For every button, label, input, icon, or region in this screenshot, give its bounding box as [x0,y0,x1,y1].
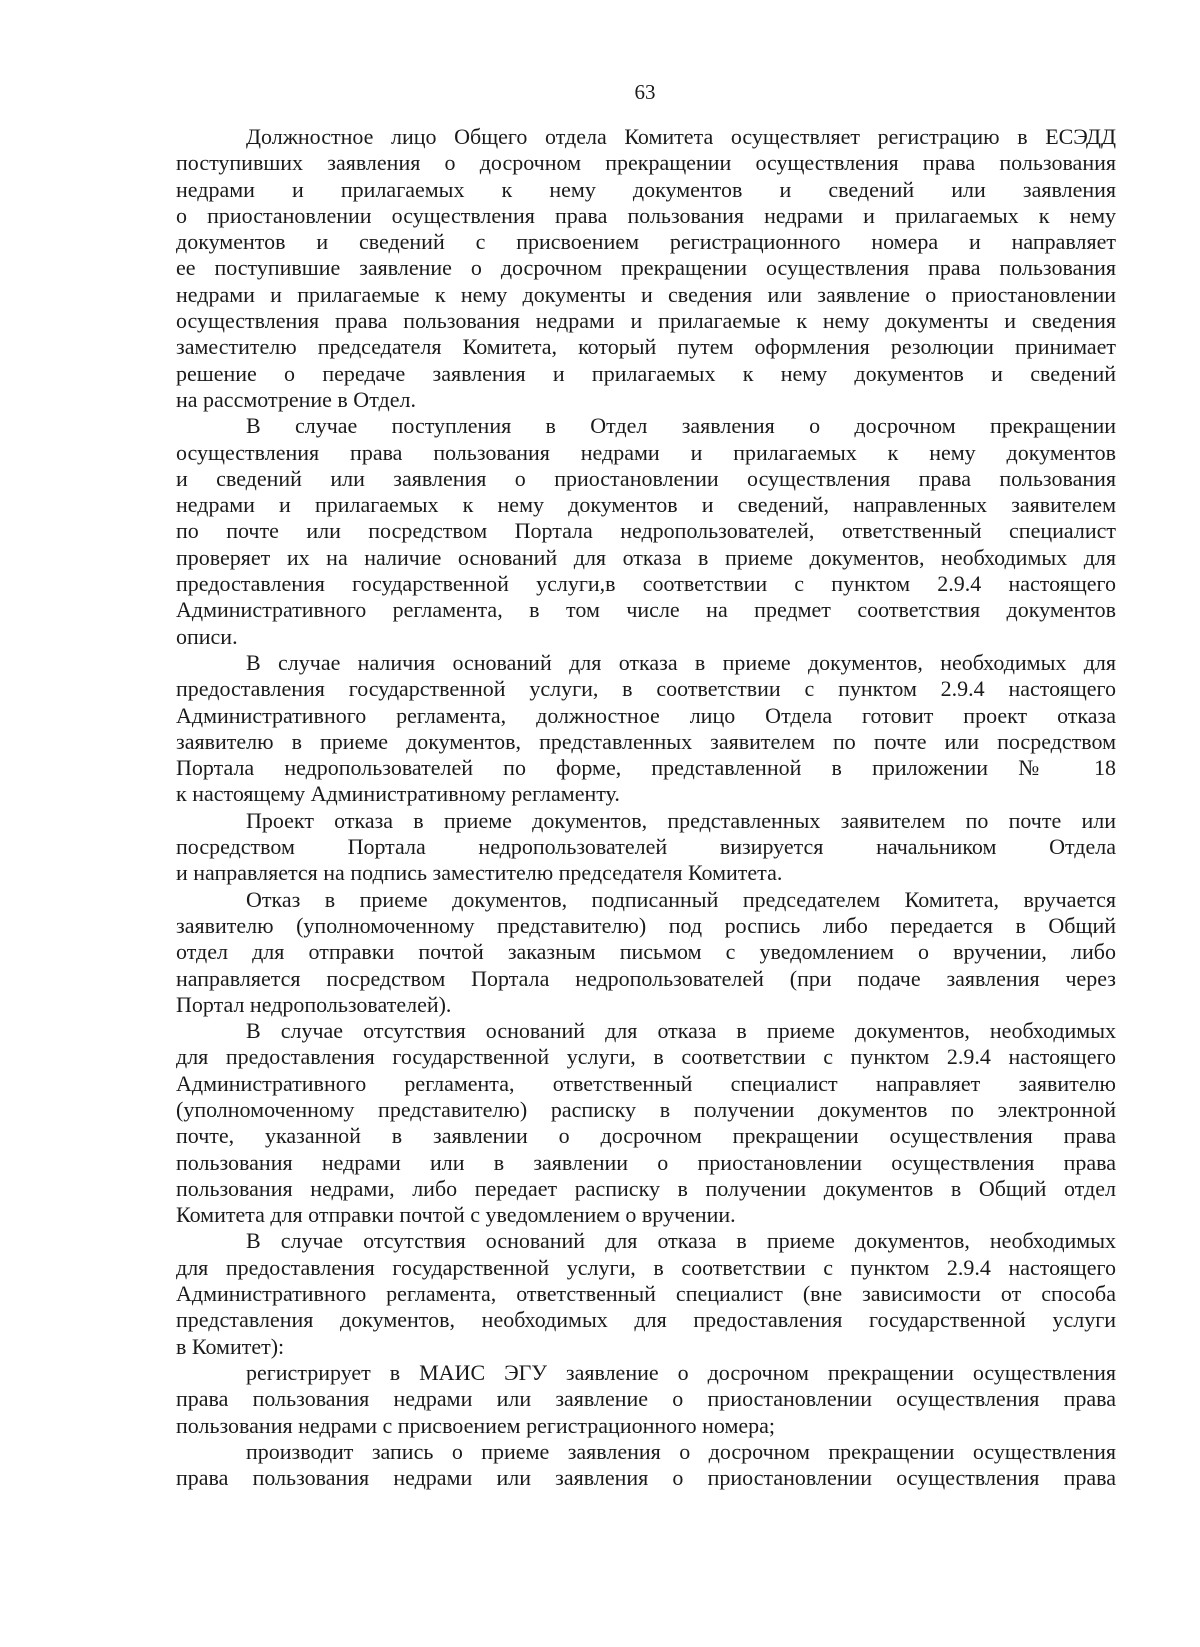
text-line: осуществления права пользования недрами и прилагаемые к нему документы и сведения [176,308,1116,334]
text-line: поступивших заявления о досрочном прекращении осуществления права пользования [176,150,1116,176]
text-line: решение о передаче заявления и прилагаемых к нему документов и сведений [176,360,1116,386]
page-number: 63 [634,80,656,104]
text-line: В случае отсутствия оснований для отказа в приеме документов, необходимых [246,1018,1116,1044]
text-line: Портала недропользователей по форме, представленной в приложении № 18 [176,755,1116,781]
text-line: Административного регламента, должностное лицо Отдела готовит проект отказа [176,702,1116,728]
text-line: права пользования недрами или заявление о приостановлении осуществления права [176,1386,1116,1412]
text-line: производит запись о приеме заявления о досрочном прекращении осуществления [246,1438,1116,1464]
text-line: по почте или посредством Портала недропользователей, ответственный специалист [176,518,1116,544]
text-line: Административного регламента, ответственный специалист (вне зависимости от способа [176,1281,1116,1307]
text-line: на рассмотрение в Отдел. [176,386,416,412]
text-line: заявителю в приеме документов, представленных заявителем по почте или посредством [176,728,1116,754]
text-line: направляется посредством Портала недропользователей (при подаче заявления через [176,965,1116,991]
text-line: пользования недрами или в заявлении о приостановлении осуществления права [176,1149,1116,1175]
text-line: для предоставления государственной услуги, в соответствии с пунктом 2.9.4 настоящего [176,1044,1116,1070]
text-line: Проект отказа в приеме документов, представленных заявителем по почте или [246,807,1116,833]
text-line: Портал недропользователей). [176,991,452,1017]
text-line: В случае отсутствия оснований для отказа в приеме документов, необходимых [246,1228,1116,1254]
text-line: и сведений или заявления о приостановлении осуществления права пользования [176,465,1116,491]
text-line: Комитета для отправки почтой с уведомлением о вручении. [176,1202,736,1228]
text-line: отдел для отправки почтой заказным письмом с уведомлением о вручении, либо [176,939,1116,965]
text-line: В случае поступления в Отдел заявления о досрочном прекращении [246,413,1116,439]
paragraph [176,650,1116,808]
paragraph [176,1360,1116,1439]
text-line: и направляется на подпись заместителю председателя Комитета. [176,860,783,886]
text-line: проверяет их на наличие оснований для отказа в приеме документов, необходимых для [176,544,1116,570]
text-line: в Комитет): [176,1333,285,1359]
text-line: Административного регламента, в том числе на предмет соответствия документов [176,597,1116,623]
text-line: предоставления государственной услуги, в соответствии с пунктом 2.9.4 настоящего [176,676,1116,702]
paragraph [176,887,1116,1018]
text-line: ее поступившие заявление о досрочном прекращении осуществления права пользования [176,255,1116,281]
text-line: к настоящему Административному регламенту. [176,781,620,807]
text-line: посредством Портала недропользователей визируется начальником Отдела [176,834,1116,860]
text-line: осуществления права пользования недрами и прилагаемых к нему документов [176,439,1116,465]
text-line: о приостановлении осуществления права пользования недрами и прилагаемых к нему [176,202,1116,228]
text-line: Должностное лицо Общего отдела Комитета осуществляет регистрацию в ЕСЭДД [246,124,1116,149]
text-line: регистрирует в МАИС ЭГУ заявление о досрочном прекращении осуществления [246,1359,1116,1385]
text-line: Административного регламента, ответственный специалист направляет заявителю [176,1070,1116,1096]
text-line: (уполномоченному представителю) расписку в получении документов по электронной [176,1096,1116,1122]
text-line: недрами и прилагаемых к нему документов и сведений, направленных заявителем [176,492,1116,518]
text-line: В случае наличия оснований для отказа в приеме документов, необходимых для [246,649,1116,675]
paragraph [176,808,1116,887]
text-line: заявителю (уполномоченному представителю) под роспись либо передается в Общий [176,912,1116,938]
text-line: предоставления государственной услуги,в соответствии с пунктом 2.9.4 настоящего [176,571,1116,597]
text-line: права пользования недрами или заявления о приостановлении осуществления права [176,1465,1116,1491]
text-line: недрами и прилагаемые к нему документы и сведения или заявление о приостановлении [176,281,1116,307]
paragraph [176,1439,1116,1492]
text-line: недрами и прилагаемых к нему документов и сведений или заявления [176,176,1116,202]
paragraph [176,413,1116,650]
paragraph [176,1018,1116,1228]
text-line: заместителю председателя Комитета, который путем оформления резолюции принимает [176,334,1116,360]
text-line: для предоставления государственной услуги, в соответствии с пунктом 2.9.4 настоящего [176,1254,1116,1280]
text-line: пользования недрами, либо передает расписку в получении документов в Общий отдел [176,1175,1116,1201]
text-line: пользования недрами с присвоением регистрационного номера; [176,1412,776,1438]
paragraph [176,1228,1116,1359]
text-line: почте, указанной в заявлении о досрочном прекращении осуществления права [176,1123,1116,1149]
document-body [176,124,1116,1491]
text-line: Отказ в приеме документов, подписанный председателем Комитета, вручается [246,886,1116,912]
text-line: документов и сведений с присвоением регистрационного номера и направляет [176,229,1116,255]
text-line: представления документов, необходимых для предоставления государственной услуги [176,1307,1116,1333]
text-line: описи. [176,623,238,649]
paragraph [176,124,1116,413]
